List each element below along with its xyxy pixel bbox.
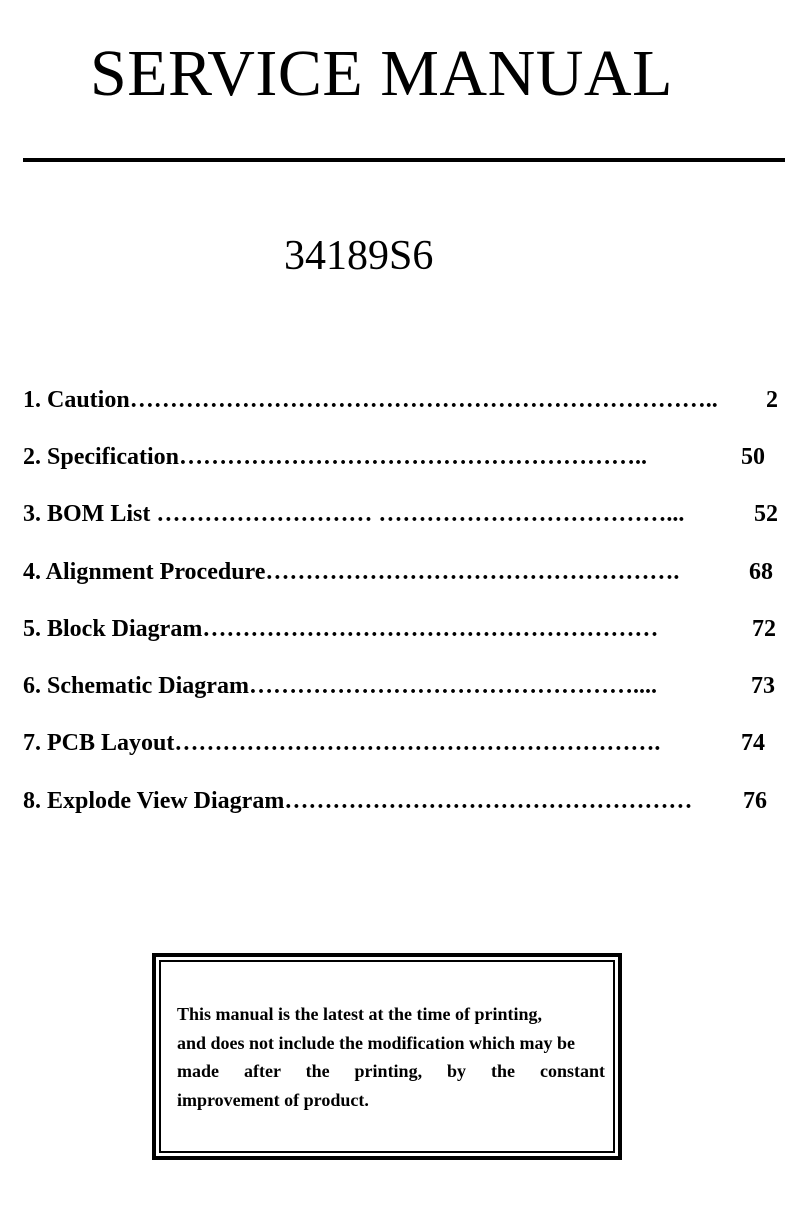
notice-line: made after the printing, by the constant <box>177 1061 605 1081</box>
notice-box-inner-border <box>159 960 615 1153</box>
toc-item-label: 1. Caution……………………………………………………………….. <box>23 387 718 413</box>
toc-item-page: 2 <box>766 387 778 413</box>
toc-item-page: 76 <box>743 788 767 814</box>
toc-item-page: 72 <box>752 616 776 642</box>
toc-item-label: 2. Specification………………………………………………….. <box>23 444 647 470</box>
toc-item-caution[interactable] <box>23 385 783 415</box>
notice-text <box>177 1000 605 1114</box>
toc-item-specification[interactable] <box>23 442 783 472</box>
toc-item-label: 3. BOM List ……………………… ………………………………... <box>23 501 685 527</box>
notice-line: and does not include the modification which may be <box>177 1032 576 1053</box>
notice-line: improvement of product. <box>177 1089 369 1110</box>
manual-title: SERVICE MANUAL <box>90 37 673 110</box>
notice-line: This manual is the latest at the time of printing, <box>177 1004 543 1024</box>
toc-item-pcb-layout[interactable] <box>23 728 783 758</box>
toc-item-page: 52 <box>754 501 778 527</box>
toc-item-label: 8. Explode View Diagram…………………………………………… <box>23 788 693 814</box>
toc-item-block-diagram[interactable] <box>23 614 783 644</box>
toc-item-label: 6. Schematic Diagram………………………………………….... <box>23 673 657 699</box>
toc-item-alignment-procedure[interactable] <box>23 557 783 587</box>
toc-item-bom-list[interactable] <box>23 499 783 529</box>
toc-item-page: 74 <box>741 730 765 756</box>
toc-item-label: 5. Block Diagram………………………………………………… <box>23 616 659 642</box>
toc-item-label: 7. PCB Layout……………………………………………………. <box>23 730 661 756</box>
notice-box <box>152 953 622 1160</box>
toc-item-page: 68 <box>749 559 773 585</box>
toc-item-page: 50 <box>741 444 765 470</box>
toc-item-explode-view-diagram[interactable] <box>23 786 783 816</box>
title-divider <box>23 158 785 162</box>
toc-item-schematic-diagram[interactable] <box>23 671 783 701</box>
toc-item-label: 4. Alignment Procedure……………………………………………. <box>23 559 680 585</box>
toc-item-page: 73 <box>751 673 775 699</box>
model-number: 34189S6 <box>284 233 434 279</box>
